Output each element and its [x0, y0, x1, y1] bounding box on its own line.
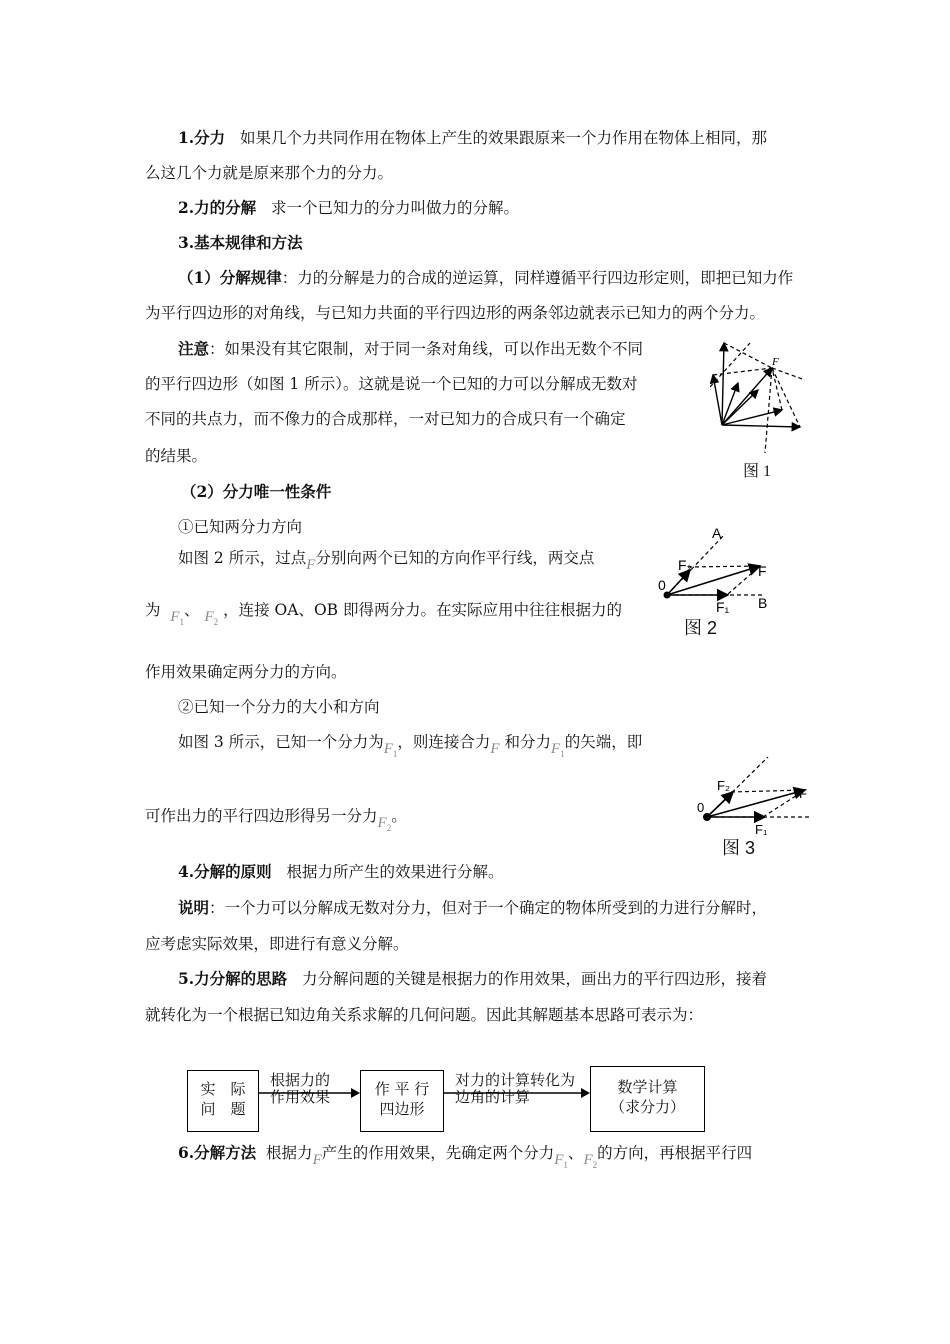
case-2-title: ②已知一个分力的大小和方向 [178, 698, 380, 716]
heading-principle: 4.分解的原则 [178, 862, 272, 881]
flow-box-actual-problem: 实 际 问 题 [187, 1070, 259, 1132]
para-8-cont: 就转化为一个根据已知边角关系求解的几何问题。因此其解题基本思路可表示为： [145, 1006, 704, 1024]
fig2-label-f1: F₁ [716, 599, 730, 615]
case-1-line-2: 为 $F_1$、 $F_2$ ，连接 OA、OB 即得两分力。在实际应用中往往根据力的 [145, 601, 622, 627]
fig3-label-o: 0 [697, 800, 705, 815]
para-1-cont: 么这几个力就是原来那个力的分力。 [145, 164, 394, 182]
case-2-line-1: 如图 3 所示，已知一个分力为$F_1$，则连接合力F 和分力$F_1$的矢端，即 [178, 733, 643, 759]
para-2: 2.力的分解 求一个已知力的分力叫做力的分解。 [178, 198, 519, 217]
para-5 [181, 482, 331, 502]
para-4-cont: 为平行四边形的对角线，与已知力共面的平行四边形的两条邻边就表示已知力的两个分力。 [145, 304, 766, 322]
figure-1 [710, 335, 820, 460]
heading-decomposition: 2.力的分解 [178, 198, 257, 217]
fig2-label-b: B [758, 595, 768, 611]
heading-approach: 5.力分解的思路 [178, 969, 288, 988]
para-3 [178, 233, 303, 253]
fig2-label-f: F [758, 563, 767, 579]
figure-2 [650, 522, 780, 617]
note-line-4: 的结果。 [145, 447, 208, 465]
flow-label-2: 对力的计算转化为 边角的计算 [455, 1071, 576, 1106]
note-label: 注意 [178, 339, 210, 358]
para-1: 1.分力 如果几个力共同作用在物体上产生的效果跟原来一个力作用在物体上相同，那 [178, 128, 767, 147]
para-4: （1）分解规律：力的分解是力的合成的逆运算，同样遵循平行四边形定则，即把已知力作 [178, 268, 794, 287]
figure-3-caption: 图 3 [722, 838, 756, 858]
heading-uniqueness: （2）分力唯一性条件 [181, 482, 332, 501]
heading-decomp-rule: （1）分解规律 [178, 268, 282, 287]
para-7-cont: 应考虑实际效果，即进行有意义分解。 [145, 935, 409, 953]
flow-arrow-2 [444, 1087, 591, 1099]
figure-3 [693, 752, 818, 837]
fig3-label-f: F [799, 786, 807, 801]
fig3-label-f1: F₁ [755, 822, 768, 837]
fig1-resultant [722, 368, 772, 425]
flow-box-math-calc: 数学计算 （求分力） [590, 1066, 705, 1132]
fig2-label-o: 0 [658, 577, 666, 593]
fig1-label-f: F [772, 356, 779, 368]
heading-method: 6.分解方法 [178, 1143, 257, 1162]
para-9: 6.分解方法 根据力F产生的作用效果，先确定两个分力$F_1$、$F_2$的方向，再根据平行四 [178, 1143, 753, 1170]
figure-1-caption: 图 1 [743, 463, 772, 480]
para-8: 5.力分解的思路 力分解问题的关键是根据力的作用效果，画出力的平行四边形，接着 [178, 969, 767, 988]
note-line-3: 不同的共点力，而不像力的合成那样，一对已知力的合成只有一个确定 [145, 410, 626, 428]
para-7: 说明：一个力可以分解成无数对分力，但对于一个确定的物体所受到的力进行分解时， [178, 898, 768, 917]
para-6: 4.分解的原则 根据力所产生的效果进行分解。 [178, 862, 504, 881]
explanation-label: 说明 [178, 898, 210, 917]
fig2-label-a: A [712, 525, 722, 541]
fig2-label-f2: F₂ [678, 557, 692, 573]
heading-rules: 3.基本规律和方法 [178, 233, 303, 252]
heading-component-force: 1.分力 [178, 128, 226, 147]
figure-2-caption: 图 2 [684, 618, 718, 638]
note-line-1: 注意：如果没有其它限制，对于同一条对角线，可以作出无数个不同 [178, 339, 644, 358]
case-1-title: ①已知两分力方向 [178, 518, 303, 536]
flow-arrow-1 [259, 1087, 361, 1099]
case-2-line-2: 可作出力的平行四边形得另一分力$F_2$。 [145, 807, 407, 833]
case-1-line-3: 作用效果确定两分力的方向。 [145, 663, 347, 681]
case-1-line-1: 如图 2 所示，过点F分别向两个已知的方向作平行线，两交点 [178, 549, 595, 573]
flow-box-parallelogram: 作 平 行 四边形 [360, 1070, 444, 1132]
note-line-2: 的平行四边形（如图 1 所示）。这就是说一个已知的力可以分解成无数对 [145, 375, 638, 393]
flow-label-1: 根据力的 作用效果 [270, 1071, 331, 1106]
fig3-label-f2: F₂ [717, 778, 730, 793]
